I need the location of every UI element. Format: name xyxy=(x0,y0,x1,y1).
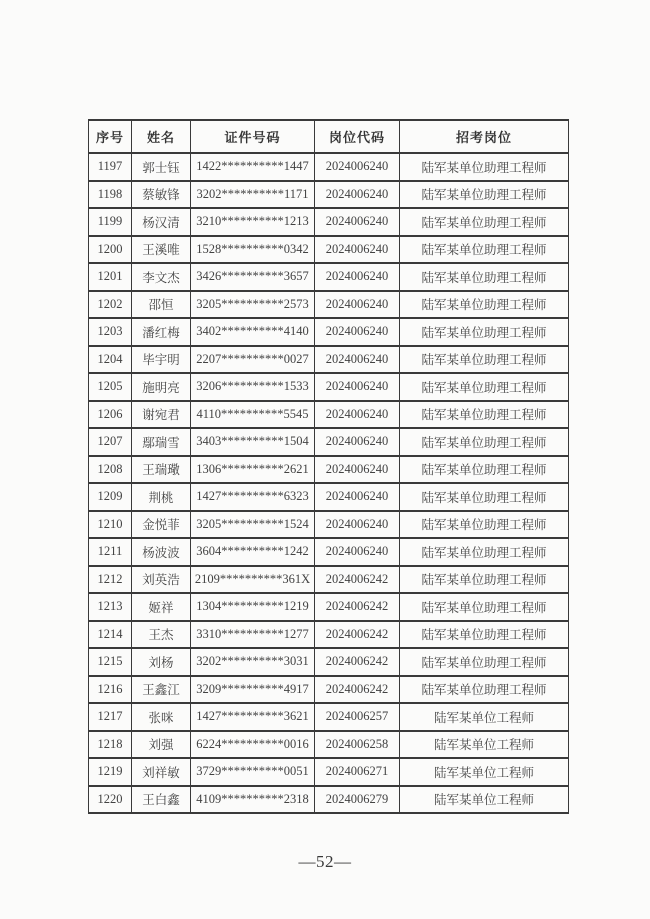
cell-name: 潘红梅 xyxy=(132,318,191,346)
cell-post_code: 2024006271 xyxy=(315,758,400,786)
cell-id_number: 3202**********3031 xyxy=(191,648,315,676)
cell-id_number: 1427**********3621 xyxy=(191,703,315,731)
cell-seq: 1218 xyxy=(89,731,132,759)
cell-post_code: 2024006240 xyxy=(315,401,400,429)
header-id-number: 证件号码 xyxy=(191,120,315,153)
cell-seq: 1205 xyxy=(89,373,132,401)
cell-id_number: 1422**********1447 xyxy=(191,153,315,181)
cell-post_title: 陆军某单位助理工程师 xyxy=(400,401,569,429)
table-row xyxy=(89,511,569,539)
cell-name: 毕宇明 xyxy=(132,346,191,374)
cell-name: 荆桃 xyxy=(132,483,191,511)
cell-post_code: 2024006242 xyxy=(315,648,400,676)
cell-post_code: 2024006240 xyxy=(315,483,400,511)
cell-name: 刘英浩 xyxy=(132,566,191,594)
cell-name: 金悦菲 xyxy=(132,511,191,539)
cell-id_number: 1427**********6323 xyxy=(191,483,315,511)
cell-post_title: 陆军某单位助理工程师 xyxy=(400,511,569,539)
table-row xyxy=(89,373,569,401)
cell-name: 谢宛君 xyxy=(132,401,191,429)
cell-seq: 1220 xyxy=(89,786,132,814)
cell-post_code: 2024006242 xyxy=(315,566,400,594)
cell-name: 刘祥敏 xyxy=(132,758,191,786)
cell-post_title: 陆军某单位助理工程师 xyxy=(400,456,569,484)
header-seq: 序号 xyxy=(89,120,132,153)
cell-seq: 1215 xyxy=(89,648,132,676)
cell-post_code: 2024006240 xyxy=(315,263,400,291)
cell-seq: 1216 xyxy=(89,676,132,704)
cell-post_code: 2024006240 xyxy=(315,236,400,264)
table-row xyxy=(89,731,569,759)
cell-seq: 1210 xyxy=(89,511,132,539)
cell-post_code: 2024006240 xyxy=(315,511,400,539)
cell-id_number: 2109**********361X xyxy=(191,566,315,594)
cell-post_code: 2024006240 xyxy=(315,346,400,374)
cell-post_code: 2024006240 xyxy=(315,456,400,484)
table-row xyxy=(89,401,569,429)
cell-post_code: 2024006257 xyxy=(315,703,400,731)
cell-name: 刘强 xyxy=(132,731,191,759)
cell-name: 鄢瑞雪 xyxy=(132,428,191,456)
cell-id_number: 3209**********4917 xyxy=(191,676,315,704)
table-row xyxy=(89,263,569,291)
cell-post_code: 2024006240 xyxy=(315,153,400,181)
cell-name: 王白鑫 xyxy=(132,786,191,814)
cell-seq: 1198 xyxy=(89,181,132,209)
cell-post_code: 2024006242 xyxy=(315,593,400,621)
cell-id_number: 3206**********1533 xyxy=(191,373,315,401)
cell-post_title: 陆军某单位助理工程师 xyxy=(400,181,569,209)
table-header xyxy=(89,120,569,153)
recruitment-roster-table xyxy=(88,119,569,814)
header-post-title: 招考岗位 xyxy=(400,120,569,153)
table-row xyxy=(89,346,569,374)
cell-seq: 1202 xyxy=(89,291,132,319)
cell-id_number: 4109**********2318 xyxy=(191,786,315,814)
table-row xyxy=(89,703,569,731)
cell-name: 邵恒 xyxy=(132,291,191,319)
cell-name: 刘杨 xyxy=(132,648,191,676)
cell-id_number: 1304**********1219 xyxy=(191,593,315,621)
cell-post_title: 陆军某单位助理工程师 xyxy=(400,483,569,511)
cell-seq: 1201 xyxy=(89,263,132,291)
table-row xyxy=(89,648,569,676)
cell-seq: 1214 xyxy=(89,621,132,649)
cell-id_number: 3426**********3657 xyxy=(191,263,315,291)
table-row xyxy=(89,456,569,484)
cell-name: 杨汉清 xyxy=(132,208,191,236)
cell-seq: 1197 xyxy=(89,153,132,181)
page-number: —52— xyxy=(298,852,352,871)
cell-post_title: 陆军某单位助理工程师 xyxy=(400,593,569,621)
cell-post_title: 陆军某单位工程师 xyxy=(400,703,569,731)
cell-post_code: 2024006240 xyxy=(315,181,400,209)
cell-name: 郭士钰 xyxy=(132,153,191,181)
header-post-code: 岗位代码 xyxy=(315,120,400,153)
table-row xyxy=(89,621,569,649)
table-row xyxy=(89,786,569,814)
cell-name: 王瑞璥 xyxy=(132,456,191,484)
cell-seq: 1219 xyxy=(89,758,132,786)
cell-id_number: 6224**********0016 xyxy=(191,731,315,759)
cell-post_title: 陆军某单位工程师 xyxy=(400,786,569,814)
cell-id_number: 3403**********1504 xyxy=(191,428,315,456)
table-row xyxy=(89,593,569,621)
table-row xyxy=(89,758,569,786)
cell-seq: 1209 xyxy=(89,483,132,511)
cell-post_code: 2024006240 xyxy=(315,373,400,401)
cell-post_code: 2024006240 xyxy=(315,538,400,566)
cell-id_number: 4110**********5545 xyxy=(191,401,315,429)
cell-seq: 1211 xyxy=(89,538,132,566)
table-row xyxy=(89,153,569,181)
table-row xyxy=(89,291,569,319)
table-row xyxy=(89,428,569,456)
table-row xyxy=(89,538,569,566)
cell-id_number: 3729**********0051 xyxy=(191,758,315,786)
cell-post_title: 陆军某单位助理工程师 xyxy=(400,153,569,181)
cell-post_title: 陆军某单位助理工程师 xyxy=(400,346,569,374)
cell-name: 王溪唯 xyxy=(132,236,191,264)
cell-seq: 1208 xyxy=(89,456,132,484)
cell-name: 施明亮 xyxy=(132,373,191,401)
cell-id_number: 3205**********2573 xyxy=(191,291,315,319)
cell-name: 张咪 xyxy=(132,703,191,731)
cell-seq: 1206 xyxy=(89,401,132,429)
table-row xyxy=(89,318,569,346)
cell-id_number: 2207**********0027 xyxy=(191,346,315,374)
cell-id_number: 3210**********1213 xyxy=(191,208,315,236)
cell-seq: 1212 xyxy=(89,566,132,594)
cell-id_number: 1306**********2621 xyxy=(191,456,315,484)
table-row xyxy=(89,483,569,511)
cell-id_number: 1528**********0342 xyxy=(191,236,315,264)
cell-post_code: 2024006242 xyxy=(315,621,400,649)
cell-post_code: 2024006258 xyxy=(315,731,400,759)
cell-seq: 1200 xyxy=(89,236,132,264)
cell-post_code: 2024006242 xyxy=(315,676,400,704)
cell-name: 李文杰 xyxy=(132,263,191,291)
cell-name: 王杰 xyxy=(132,621,191,649)
cell-post_title: 陆军某单位助理工程师 xyxy=(400,621,569,649)
table-row xyxy=(89,208,569,236)
cell-id_number: 3205**********1524 xyxy=(191,511,315,539)
header-row xyxy=(89,120,569,153)
cell-post_title: 陆军某单位助理工程师 xyxy=(400,263,569,291)
table-row xyxy=(89,566,569,594)
cell-seq: 1203 xyxy=(89,318,132,346)
cell-seq: 1207 xyxy=(89,428,132,456)
cell-name: 姬祥 xyxy=(132,593,191,621)
cell-id_number: 3402**********4140 xyxy=(191,318,315,346)
cell-post_title: 陆军某单位助理工程师 xyxy=(400,208,569,236)
cell-seq: 1217 xyxy=(89,703,132,731)
cell-seq: 1204 xyxy=(89,346,132,374)
cell-id_number: 3202**********1171 xyxy=(191,181,315,209)
cell-name: 王鑫江 xyxy=(132,676,191,704)
cell-post_code: 2024006240 xyxy=(315,291,400,319)
cell-post_title: 陆军某单位工程师 xyxy=(400,758,569,786)
cell-seq: 1199 xyxy=(89,208,132,236)
table-row xyxy=(89,236,569,264)
cell-post_code: 2024006240 xyxy=(315,428,400,456)
cell-post_title: 陆军某单位助理工程师 xyxy=(400,291,569,319)
cell-name: 蔡敏锋 xyxy=(132,181,191,209)
table-row xyxy=(89,676,569,704)
cell-id_number: 3604**********1242 xyxy=(191,538,315,566)
cell-post_code: 2024006240 xyxy=(315,208,400,236)
cell-post_title: 陆军某单位助理工程师 xyxy=(400,236,569,264)
cell-id_number: 3310**********1277 xyxy=(191,621,315,649)
cell-post_title: 陆军某单位助理工程师 xyxy=(400,676,569,704)
cell-post_title: 陆军某单位助理工程师 xyxy=(400,566,569,594)
cell-post_title: 陆军某单位工程师 xyxy=(400,731,569,759)
table-row xyxy=(89,181,569,209)
cell-post_code: 2024006279 xyxy=(315,786,400,814)
cell-post_title: 陆军某单位助理工程师 xyxy=(400,538,569,566)
cell-post_title: 陆军某单位助理工程师 xyxy=(400,428,569,456)
cell-name: 杨波波 xyxy=(132,538,191,566)
header-name: 姓名 xyxy=(132,120,191,153)
cell-post_code: 2024006240 xyxy=(315,318,400,346)
table-body xyxy=(89,153,569,813)
cell-seq: 1213 xyxy=(89,593,132,621)
cell-post_title: 陆军某单位助理工程师 xyxy=(400,318,569,346)
cell-post_title: 陆军某单位助理工程师 xyxy=(400,373,569,401)
cell-post_title: 陆军某单位助理工程师 xyxy=(400,648,569,676)
